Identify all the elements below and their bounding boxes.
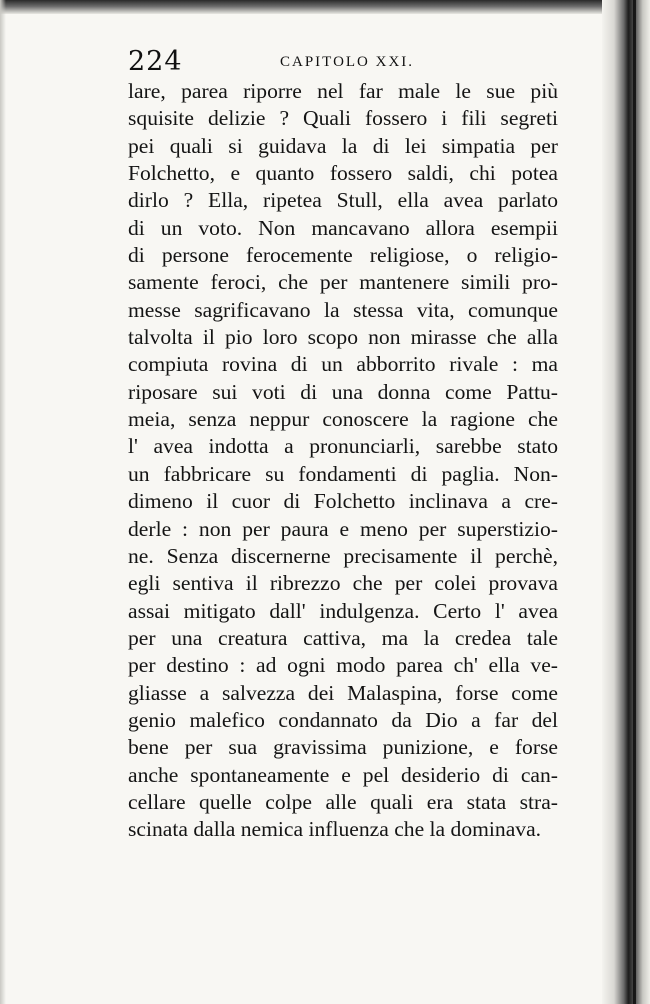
text-line: per una creatura cattiva, ma la credea tale — [128, 625, 558, 650]
text-line: talvolta il pio loro scopo non mirasse che alla — [128, 325, 558, 350]
text-line: ne. Senza discernerne precisamente il perchè, — [128, 543, 558, 568]
page-number: 224 — [128, 46, 183, 77]
text-line: assai mitigato dall' indulgenza. Certo l' avea — [128, 598, 558, 623]
text-line: meia, senza neppur conoscere la ragione che — [128, 407, 558, 432]
text-line: di un voto. Non mancavano allora esempii — [128, 215, 558, 240]
text-line: riposare sui voti di una donna come Pattu- — [128, 379, 558, 404]
text-line: l' avea indotta a pronunciarli, sarebbe stato — [128, 434, 558, 459]
page-header — [128, 44, 570, 80]
body-text — [128, 78, 558, 844]
text-line: gliasse a salvezza dei Malaspina, forse come — [128, 680, 558, 705]
text-line: cellare quelle colpe alle quali era stata stra- — [128, 789, 558, 814]
spine-gutter-line — [633, 0, 636, 1004]
text-line: anche spontaneamente e pel desiderio di can- — [128, 762, 558, 787]
text-line: pei quali si guidava la di lei simpatia per — [128, 133, 558, 158]
text-line: samente feroci, che per mantenere simili pro- — [128, 270, 558, 295]
text-line: squisite delizie ? Quali fossero i fili segreti — [128, 106, 558, 131]
text-line: compiuta rovina di un abborrito rivale : ma — [128, 352, 558, 377]
text-line: per destino : ad ogni modo parea ch' ella ve- — [128, 653, 558, 678]
text-line: bene per sua gravissima punizione, e forse — [128, 735, 558, 760]
text-line-last: scinata dalla nemica influenza che la dominava. — [128, 817, 542, 842]
text-line: dirlo ? Ella, ripetea Stull, ella avea parlato — [128, 188, 558, 213]
text-line: egli sentiva il ribrezzo che per colei provava — [128, 571, 558, 596]
text-line: genio malefico condannato da Dio a far del — [128, 707, 558, 732]
text-line: derle : non per paura e meno per superstizio- — [128, 516, 558, 541]
text-line: messe sagrificavano la stessa vita, comunque — [128, 297, 558, 322]
text-line: di persone ferocemente religiose, o religio- — [128, 243, 558, 268]
book-spine — [602, 0, 650, 1004]
text-line: lare, parea riporre nel far male le sue più — [128, 79, 558, 103]
text-line: Folchetto, e quanto fossero saldi, chi potea — [128, 161, 558, 186]
page-left-shadow — [0, 0, 6, 1004]
text-line: dimeno il cuor di Folchetto inclinava a cre- — [128, 489, 558, 514]
text-line: un fabbricare su fondamenti di paglia. Non- — [128, 461, 558, 486]
running-head: CAPITOLO XXI. — [280, 54, 415, 70]
page-top-edge — [0, 0, 650, 14]
